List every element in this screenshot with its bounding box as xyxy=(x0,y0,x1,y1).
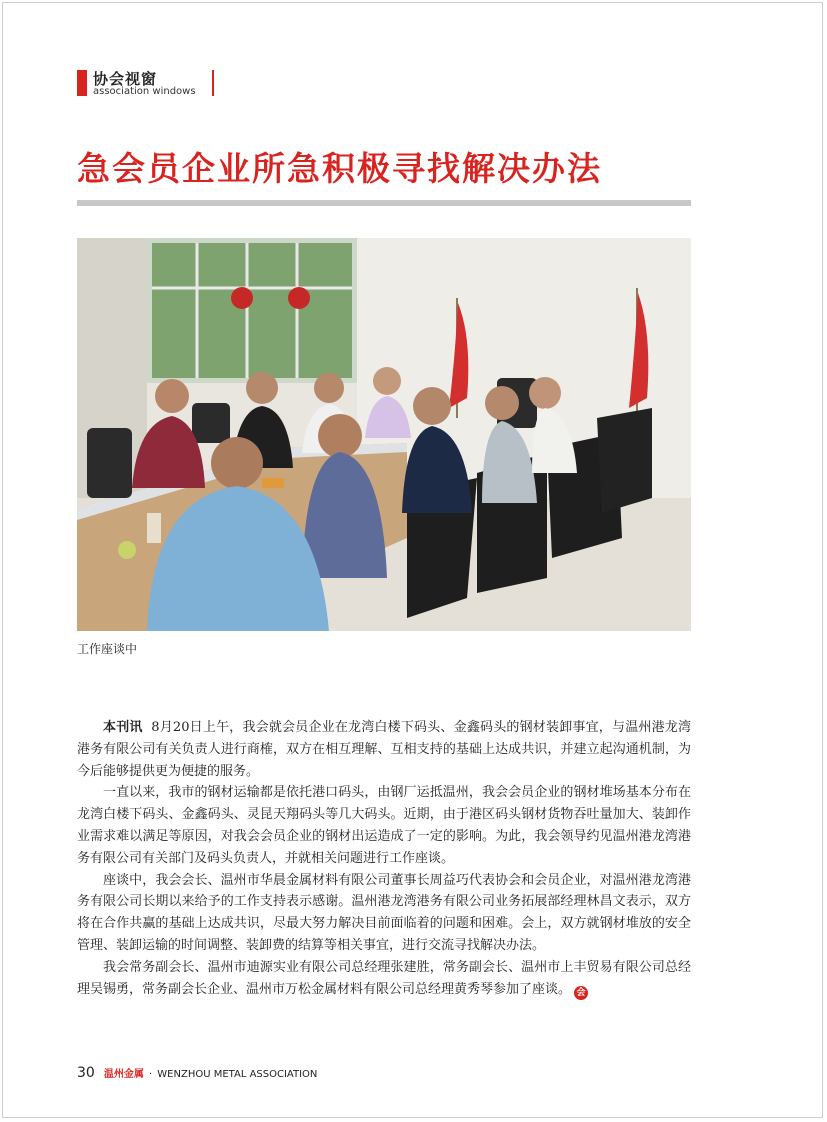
section-title-cn: 协会视窗 xyxy=(93,70,158,88)
paragraph-1-text: 8月20日上午，我会就会员企业在龙湾白楼下码头、金鑫码头的钢材装卸事宜，与温州港龙湾港务有限公司有关负责人进行商榷，双方在相互理解、互相支持的基础上达成共识，并建立起沟通机制，为今后能够提供更为便捷的服务。 xyxy=(77,720,691,779)
footer-separator: · xyxy=(149,1069,153,1080)
section-separator xyxy=(212,70,214,96)
paragraph-1 xyxy=(77,717,691,782)
paragraph-2: 一直以来，我市的钢材运输都是依托港口码头，由钢厂运抵温州，我会会员企业的钢材堆场基本分布在龙湾白楼下码头、金鑫码头、灵昆天翔码头等几大码头。近期，由于港区码头钢材货物吞吐量加大、装卸作业需求难以满足等原因，对我会会员企业的钢材出运造成了一定的影响。为此，我会领导约见温州港龙湾港务有限公司有关部门及码头负责人，并就相关问题进行工作座谈。 xyxy=(77,785,691,866)
paragraph-3: 座谈中，我会会长、温州市华晨金属材料有限公司董事长周益巧代表协会和会员企业，对温州港龙湾港务有限公司长期以来给予的工作支持表示感谢。温州港龙湾港务有限公司业务拓展部经理林昌文表示，双方将在合作共赢的基础上达成共识，尽最大努力解决目前面临着的问题和困难。会上，双方就钢材堆放的安全管理、装卸运输的时间调整、装卸费的结算等相关事宜，进行交流寻找解决办法。 xyxy=(77,872,691,953)
lead-label: 本刊讯 xyxy=(103,720,143,735)
paragraph-4-text: 我会常务副会长、温州市迪源实业有限公司总经理张建胜，常务副会长、温州市上丰贸易有限公司总经理吴锡勇，常务副会长企业、温州市万松金属材料有限公司总经理黄秀琴参加了座谈。 xyxy=(77,959,691,997)
magazine-name-en: WENZHOU METAL ASSOCIATION xyxy=(157,1069,318,1080)
section-marker-bar xyxy=(77,70,87,96)
paragraph-4 xyxy=(77,957,691,1001)
magazine-name-cn: 温州金属 xyxy=(103,1069,144,1080)
meeting-photo xyxy=(77,238,691,631)
photo-caption: 工作座谈中 xyxy=(77,642,138,656)
page-footer xyxy=(77,1062,317,1081)
page-number: 30 xyxy=(77,1065,95,1081)
article-title: 急会员企业所急积极寻找解决办法 xyxy=(77,149,602,188)
section-title-en: association windows xyxy=(93,86,196,97)
title-rule xyxy=(77,200,691,206)
end-mark-icon: 会 xyxy=(574,986,588,1000)
article-body xyxy=(77,717,691,1000)
